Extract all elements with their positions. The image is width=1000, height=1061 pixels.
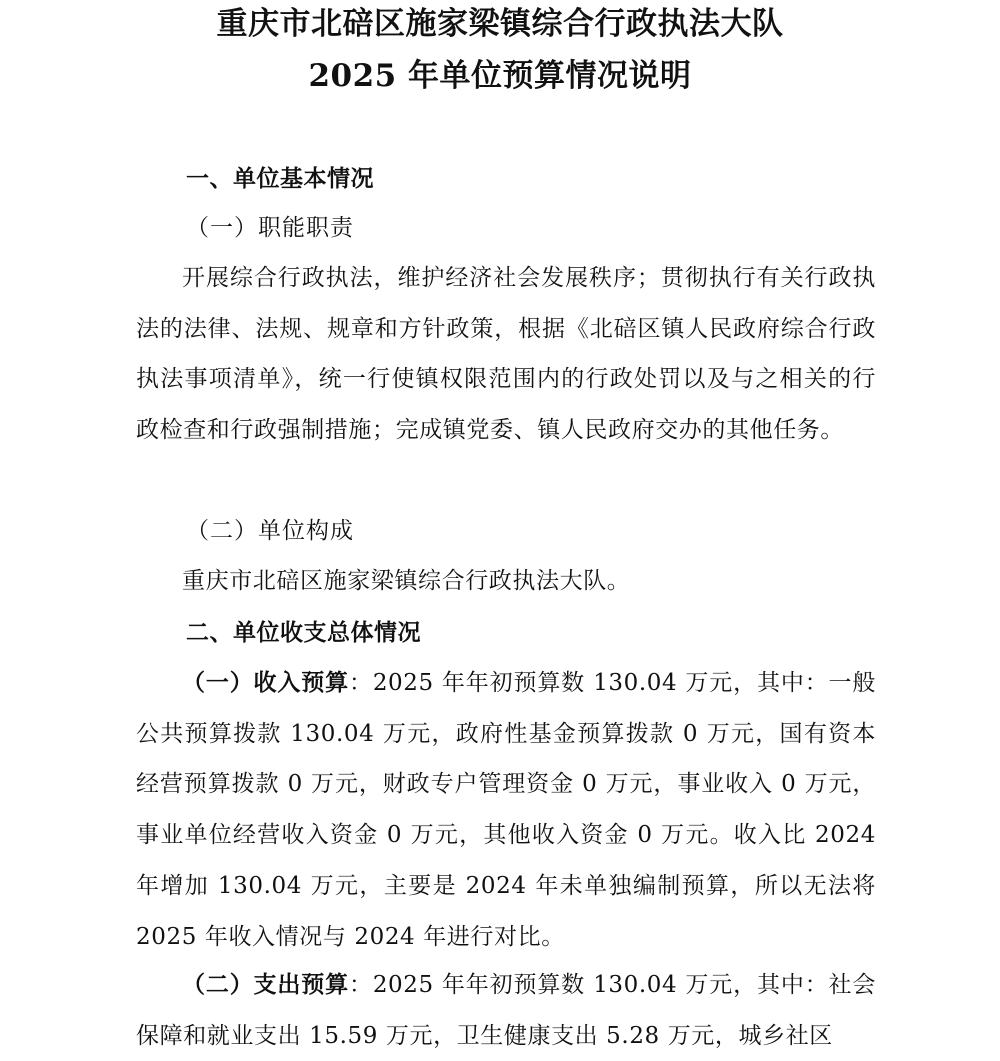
document-title-line1: 重庆市北碚区施家梁镇综合行政执法大队	[216, 6, 784, 42]
expense-label: （二）支出预算	[182, 972, 349, 998]
section1-sub2-paragraph: 重庆市北碚区施家梁镇综合行政执法大队。	[182, 568, 631, 594]
section2-heading: 二、单位收支总体情况	[186, 620, 421, 646]
section2-expense-paragraph	[136, 960, 876, 1061]
income-text: ：2025 年年初预算数 130.04 万元，其中：一般公共预算拨款 130.04 万元，政府性基金预算拨款 0 万元，国有资本经营预算拨款 0 万元，财政专户管理资金 0 万元，事业收入 0 万元，事业单位经营收入资金 0 万元，其他收入资金 0 万元。收入比 2024 年增加 130.04 万元，主要是 2024 年未单独编制预算，所以无法将 2025 年收入情况与 2024 年进行对比。	[136, 670, 876, 950]
section1-sub1-paragraph: 开展综合行政执法，维护经济社会发展秩序；贯彻执行有关行政执法的法律、法规、规章和方针政策，根据《北碚区镇人民政府综合行政执法事项清单》，统一行使镇权限范围内的行政处罚以及与之相关的行政检查和行政强制措施；完成镇党委、镇人民政府交办的其他任务。	[136, 265, 876, 444]
expense-text: ：2025 年年初预算数 130.04 万元，其中：社会保障和就业支出 15.59 万元，卫生健康支出 5.28 万元，城乡社区	[136, 972, 876, 1049]
section2-income-paragraph	[136, 658, 876, 962]
income-label: （一）收入预算	[182, 670, 349, 696]
document-title-line2: 2025 年单位预算情况说明	[308, 58, 692, 94]
section1-sub2-heading: （二）单位构成	[186, 518, 354, 544]
section1-heading: 一、单位基本情况	[186, 166, 374, 192]
section1-sub1-heading: （一）职能职责	[186, 215, 354, 241]
